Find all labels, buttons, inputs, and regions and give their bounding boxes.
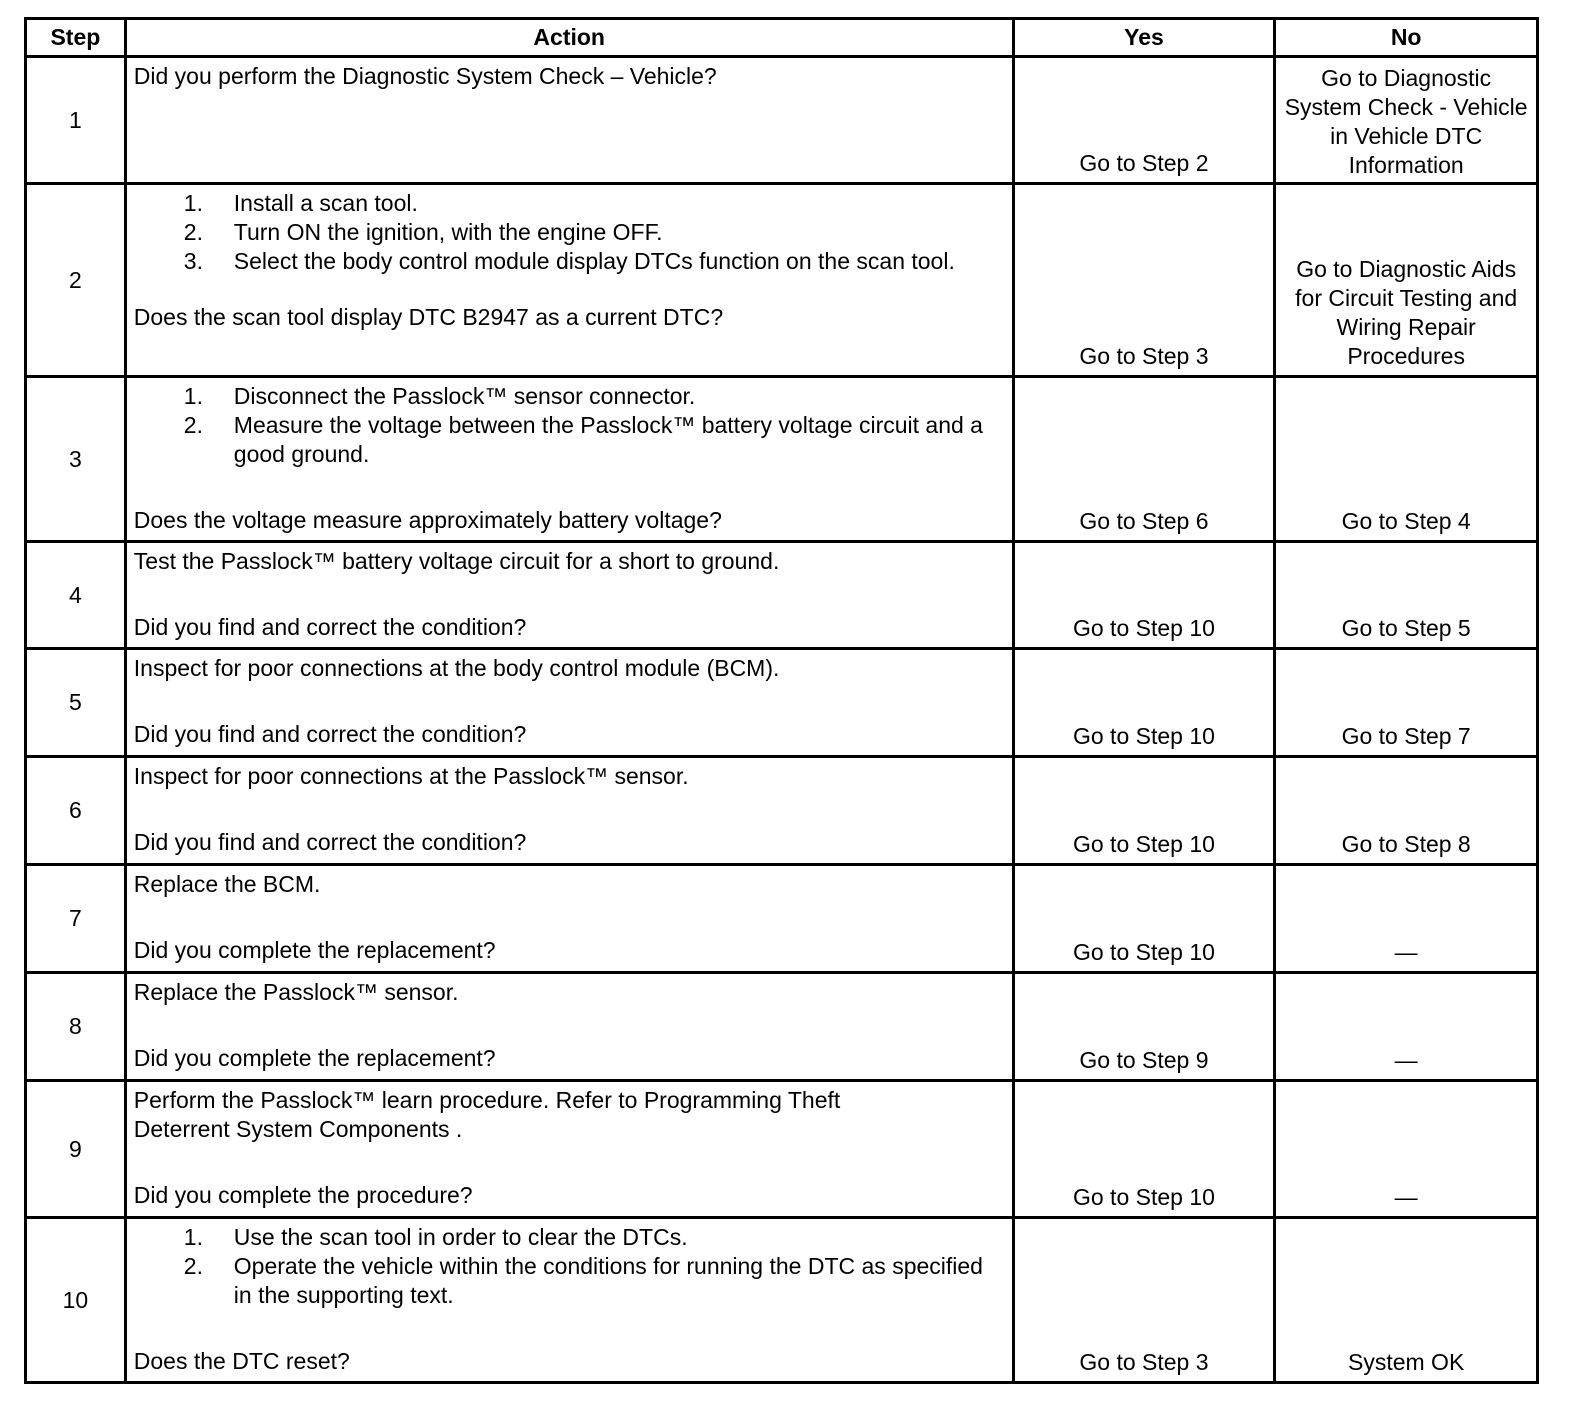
action-statement: Test the Passlock™ battery voltage circuit for a short to ground. — [133, 548, 780, 574]
action-question: Did you complete the procedure? — [133, 1182, 473, 1208]
table-row — [26, 542, 1538, 649]
list-item — [134, 189, 1002, 218]
step-number: 8 — [26, 973, 126, 1081]
list-item-number: 1. — [183, 190, 203, 216]
action-question: Did you find and correct the condition? — [133, 721, 527, 747]
step-number: 5 — [26, 649, 126, 757]
list-item — [134, 1252, 1002, 1310]
table-row — [26, 377, 1538, 542]
diagnostic-table — [24, 17, 1539, 1384]
list-item — [134, 1223, 1002, 1252]
step-number: 10 — [26, 1218, 126, 1383]
no-cell: Go to Diagnostic Aids for Circuit Testing and Wiring Repair Procedures — [1275, 184, 1538, 377]
action-list — [134, 382, 1002, 469]
header-action: Action — [125, 19, 1013, 57]
table-row — [26, 57, 1538, 184]
step-number: 4 — [26, 542, 126, 649]
no-cell: — — [1275, 1081, 1538, 1218]
action-question: Does the voltage measure approximately battery voltage? — [133, 507, 722, 533]
action-question: Did you complete the replacement? — [133, 1045, 496, 1071]
table-row — [26, 757, 1538, 865]
yes-cell: Go to Step 2 — [1013, 57, 1275, 184]
table-row — [26, 649, 1538, 757]
list-item — [134, 218, 1002, 247]
list-item — [134, 382, 1002, 411]
action-cell — [125, 1218, 1013, 1383]
list-item-text: Use the scan tool in order to clear the DTCs. — [233, 1224, 688, 1250]
action-list — [134, 189, 1002, 276]
list-item-number: 2. — [183, 219, 203, 245]
list-item-number: 2. — [183, 1253, 203, 1279]
no-cell: Go to Step 4 — [1275, 377, 1538, 542]
list-item-text: Turn ON the ignition, with the engine OFF. — [233, 219, 663, 245]
table-row — [26, 1081, 1538, 1218]
action-question: Did you find and correct the condition? — [133, 614, 527, 640]
no-cell: Go to Step 8 — [1275, 757, 1538, 865]
yes-cell: Go to Step 10 — [1013, 542, 1275, 649]
yes-cell: Go to Step 9 — [1013, 973, 1275, 1081]
action-statement: Inspect for poor connections at the body control module (BCM). — [133, 655, 780, 681]
list-item-text: Disconnect the Passlock™ sensor connector. — [233, 383, 696, 409]
no-cell: Go to Step 5 — [1275, 542, 1538, 649]
yes-cell: Go to Step 10 — [1013, 757, 1275, 865]
yes-cell: Go to Step 10 — [1013, 1081, 1275, 1218]
table-row — [26, 865, 1538, 973]
action-cell — [125, 57, 1013, 184]
action-cell — [125, 1081, 1013, 1218]
list-item — [134, 247, 1002, 276]
list-item-text: Install a scan tool. — [233, 190, 418, 216]
action-question: Did you perform the Diagnostic System Check – Vehicle? — [133, 63, 717, 89]
action-cell — [125, 865, 1013, 973]
list-item-number: 1. — [183, 1224, 203, 1250]
step-number: 1 — [26, 57, 126, 184]
action-cell — [125, 377, 1013, 542]
yes-cell: Go to Step 10 — [1013, 649, 1275, 757]
action-statement: Replace the BCM. — [133, 871, 321, 897]
action-cell — [125, 973, 1013, 1081]
header-row — [26, 19, 1538, 57]
no-cell: — — [1275, 865, 1538, 973]
action-cell — [125, 757, 1013, 865]
no-cell: Go to Step 7 — [1275, 649, 1538, 757]
list-item-text: Measure the voltage between the Passlock™ battery voltage circuit and a good ground. — [233, 412, 983, 467]
list-item-number: 2. — [183, 412, 203, 438]
list-item-number: 3. — [183, 248, 203, 274]
no-cell: System OK — [1275, 1218, 1538, 1383]
action-question: Does the DTC reset? — [133, 1348, 350, 1374]
step-number: 9 — [26, 1081, 126, 1218]
action-list — [134, 1223, 1002, 1310]
action-statement: Inspect for poor connections at the Passlock™ sensor. — [133, 763, 689, 789]
list-item-text: Operate the vehicle within the conditions for running the DTC as specified in the supporting text. — [233, 1253, 983, 1308]
yes-cell: Go to Step 6 — [1013, 377, 1275, 542]
step-number: 6 — [26, 757, 126, 865]
action-question: Does the scan tool display DTC B2947 as a current DTC? — [133, 304, 724, 330]
action-statement: Replace the Passlock™ sensor. — [133, 979, 459, 1005]
action-cell — [125, 542, 1013, 649]
no-cell: Go to Diagnostic System Check - Vehicle in Vehicle DTC Information — [1275, 57, 1538, 184]
yes-cell: Go to Step 10 — [1013, 865, 1275, 973]
action-question: Did you complete the replacement? — [133, 937, 496, 963]
list-item-text: Select the body control module display DTCs function on the scan tool. — [233, 248, 955, 274]
action-cell — [125, 184, 1013, 377]
table-row — [26, 184, 1538, 377]
header-yes: Yes — [1013, 19, 1275, 57]
step-number: 3 — [26, 377, 126, 542]
action-statement: Perform the Passlock™ learn procedure. Refer to Programming Theft Deterrent System Components . — [133, 1087, 841, 1142]
header-step: Step — [26, 19, 126, 57]
no-cell: — — [1275, 973, 1538, 1081]
step-number: 2 — [26, 184, 126, 377]
yes-cell: Go to Step 3 — [1013, 184, 1275, 377]
step-number: 7 — [26, 865, 126, 973]
list-item-number: 1. — [183, 383, 203, 409]
action-question: Did you find and correct the condition? — [133, 829, 527, 855]
header-no: No — [1275, 19, 1538, 57]
yes-cell: Go to Step 3 — [1013, 1218, 1275, 1383]
list-item — [134, 411, 1002, 469]
table-row — [26, 973, 1538, 1081]
table-row — [26, 1218, 1538, 1383]
action-cell — [125, 649, 1013, 757]
